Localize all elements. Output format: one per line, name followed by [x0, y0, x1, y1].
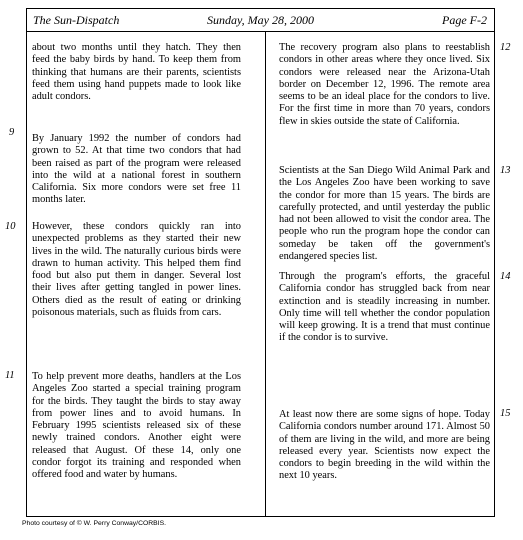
paragraph-10: However, these condors quickly ran into unexpected problems as they started their new lives in the wild. The naturally curious birds were drawn to human activity. This helped them find food but also put them in danger. Several lost their lives after getting tangled in power lines. Others died as the result of eating or drinking poisonous materials, such as fluids from cars. — [32, 221, 241, 319]
paragraph-continued: about two months until they hatch. They then feed the baby birds by hand. To keep them from thinking that humans are their parents, scientists feed them using hand puppets made to look like adult condors. — [32, 42, 241, 103]
paragraph-9: By January 1992 the number of condors had grown to 52. At that time two condors that had been raised as part of the program were released into the wild at a national forest in southern California. Six more condors were set free 11 months later. — [32, 133, 241, 206]
paragraph-number-9: 9 — [9, 127, 15, 138]
paragraph-14: Through the program's efforts, the graceful California condor has struggled back from near extinction and is steadily increasing in number. Only time will tell whether the condor population will keep growing. It is a trend that must continue if the condor is to survive. — [279, 271, 490, 344]
paragraph-number-11: 11 — [5, 370, 15, 381]
photo-credit: Photo courtesy of © W. Perry Conway/CORBIS. — [22, 520, 167, 527]
paragraph-11: To help prevent more deaths, handlers at the Los Angeles Zoo started a special training program for the birds. They taught the birds to stay away from power lines and to avoid humans. In February 1995 scientists released six of these newly trained condors. Another eight were released that August. Of these 14, only one condor forgot its training and responded when offered food and water by humans. — [32, 371, 241, 481]
paragraph-number-13: 13 — [500, 165, 511, 176]
paragraph-number-12: 12 — [500, 42, 511, 53]
publication-name: The Sun-Dispatch — [33, 13, 120, 27]
paragraph-number-15: 15 — [500, 408, 511, 419]
paragraph-13: Scientists at the San Diego Wild Animal Park and the Los Angeles Zoo have been working to save the condor for more than 15 years. The birds are carefully protected, and until yesterday the public had not been allowed to visit the condor area. The people who run the program hope the condor can someday be taken off the government's endangered species list. — [279, 165, 490, 263]
page-header — [27, 9, 494, 32]
page-number: Page F-2 — [442, 13, 487, 27]
column-divider — [265, 31, 266, 516]
paragraph-15: At least now there are some signs of hope. Today California condors number around 171. Almost 50 of them are living in the wild, and more are being released every year. Scientists now expect the condors to begin breeding in the wild within the next 10 years. — [279, 409, 490, 482]
paragraph-12: The recovery program also plans to reestablish condors in other areas where they once lived. Six condors were released near the Arizona-Utah border on December 12, 1996. The remote area seems to be an ideal place for the condors to live. For the first time in more than 70 years, condors flew in skies outside the state of California. — [279, 42, 490, 127]
publication-date: Sunday, May 28, 2000 — [207, 13, 314, 27]
article-frame — [26, 8, 495, 517]
paragraph-number-14: 14 — [500, 271, 511, 282]
paragraph-number-10: 10 — [5, 221, 16, 232]
